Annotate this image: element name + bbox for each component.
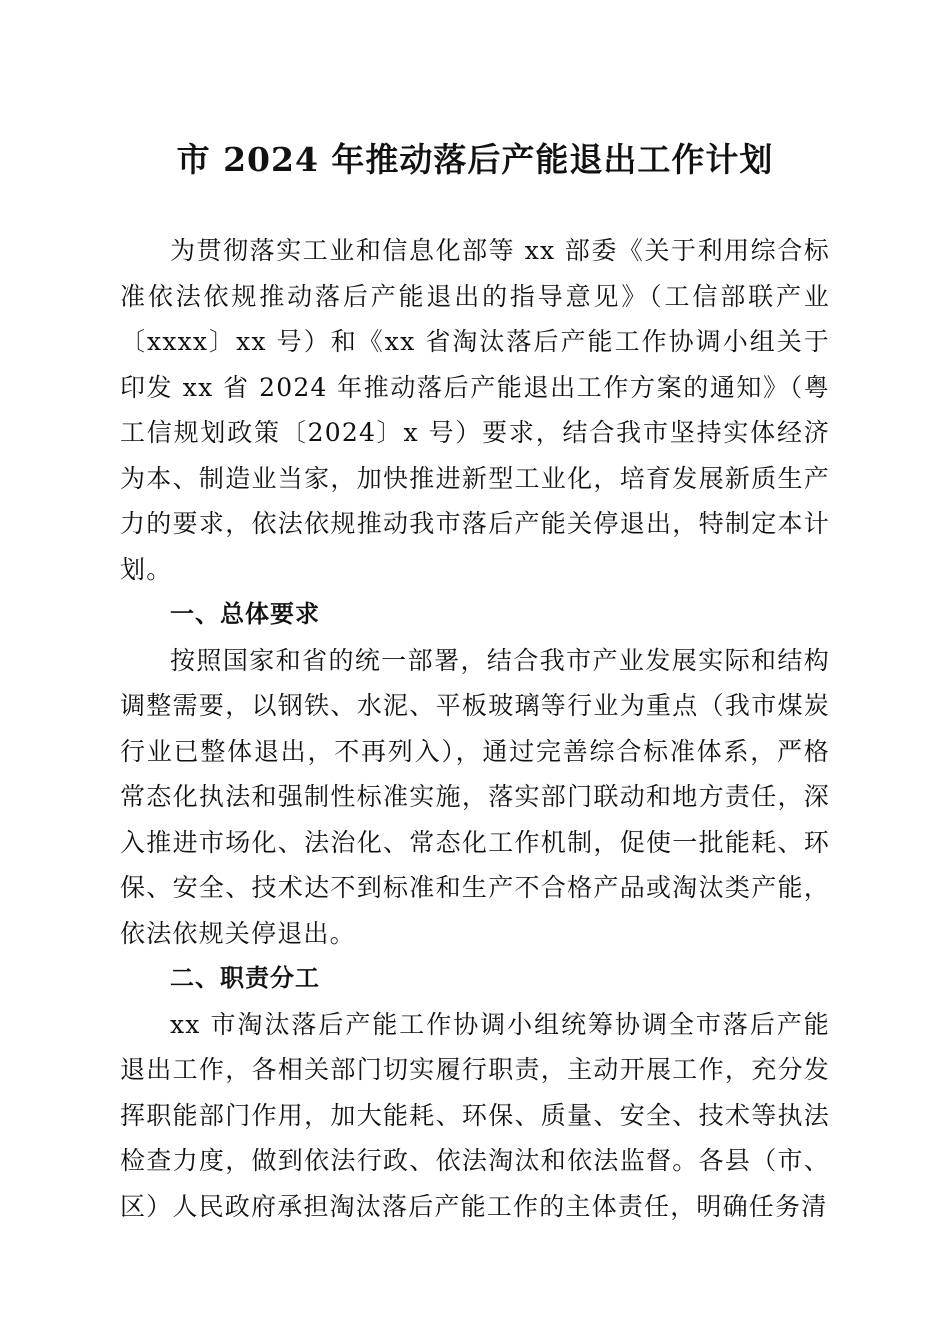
- document-title: 市 2024 年推动落后产能退出工作计划: [176, 140, 774, 179]
- section-heading-responsibilities: 二、职责分工: [170, 964, 320, 992]
- document-body: [120, 228, 830, 1229]
- section-paragraph-responsibilities: xx 市淘汰落后产能工作协调小组统筹协调全市落后产能退出工作，各相关部门切实履行职责，主动开展工作，充分发挥职能部门作用，加大能耗、环保、质量、安全、技术等执法检查力度，做到依法行政、依法淘汰和依法监督。各县（市、区）人民政府承担淘汰落后产能工作的主体责任，明确任务清: [120, 1009, 830, 1221]
- section-paragraph-general-requirements: 按照国家和省的统一部署，结合我市产业发展实际和结构调整需要，以钢铁、水泥、平板玻璃等行业为重点（我市煤炭行业已整体退出，不再列入），通过完善综合标准体系，严格常态化执法和强制性标准实施，落实部门联动和地方责任，深入推进市场化、法治化、常态化工作机制，促使一批能耗、环保、安全、技术达不到标准和生产不合格产品或淘汰类产能，依法依规关停退出。: [120, 645, 830, 948]
- section-heading-general-requirements: 一、总体要求: [170, 600, 320, 628]
- intro-paragraph: 为贯彻落实工业和信息化部等 xx 部委《关于利用综合标准依法依规推动落后产能退出的指导意见》（工信部联产业〔xxxx〕xx 号）和《xx 省淘汰落后产能工作协调小组关于印发 xx 省 2024 年推动落后产能退出工作方案的通知》（粤工信规划政策〔2024〕x 号）要求，结合我市坚持实体经济为本、制造业当家，加快推进新型工业化，培育发展新质生产力的要求，依法依规推动我市落后产能关停退出，特制定本计划。: [120, 236, 830, 584]
